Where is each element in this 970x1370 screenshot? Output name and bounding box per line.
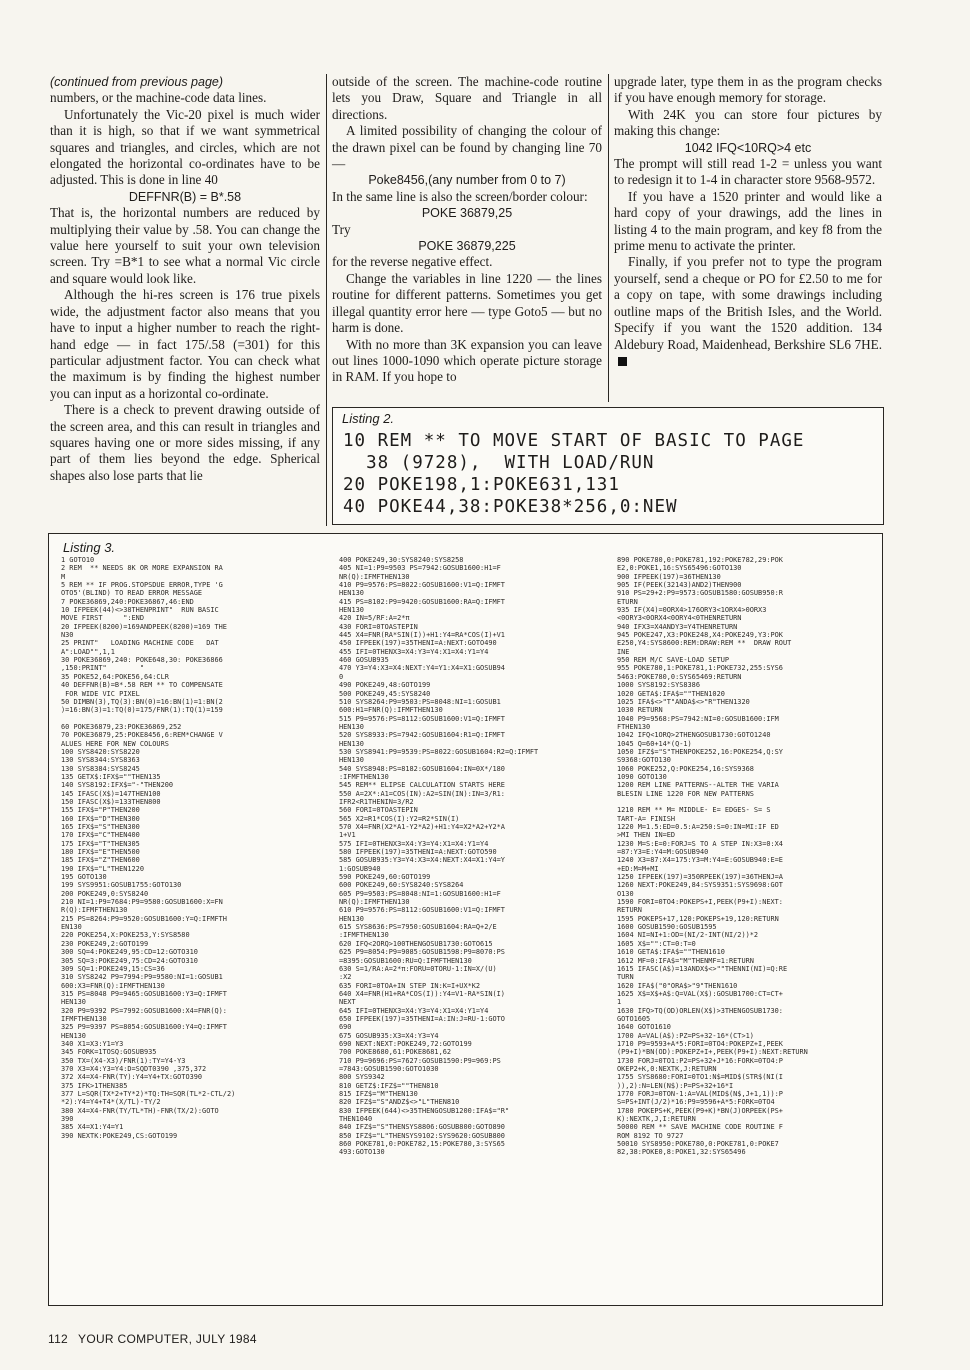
code-line: HEN130 <box>61 1031 86 1040</box>
code-line: 150 IFASC(X$)=133THEN800 <box>61 797 161 806</box>
code-line: 7 POKE36869,240:POKE36867,46:END <box>61 597 194 606</box>
code-line: 1640 GOTO1610 <box>617 1023 671 1032</box>
code-line: FOR WIDE VIC PIXEL <box>61 689 140 698</box>
code-line: 600 POKE249,60:SYS8240:SYS8264 <box>339 881 464 890</box>
code-line: 1730 FORJ=0TO1:P2=PS+32+J*16:FORK=0TO4:P <box>617 1056 783 1065</box>
code-line: NR(Q):IFMFTHEN130 <box>339 572 410 581</box>
code-line: 700 POKE8680,61:POKE8681,62 <box>339 1048 452 1057</box>
page-number: 112 <box>48 1332 69 1346</box>
code-line: 170 IFX$="C"THEN400 <box>61 831 140 840</box>
code-line: 645 IFI=0THENX3=X4:Y3=Y4:X1=X4:Y1=Y4 <box>339 1006 489 1015</box>
code-line: 690 <box>339 1023 352 1032</box>
code-line: 615 SYS8636:PS=7950:GOSUB1604:RA=Q+2/E <box>339 923 497 932</box>
listing-2-code <box>343 430 804 518</box>
code-line: TURN <box>617 973 634 982</box>
code-line: 40 DEFFNR(B)=B*.58 REM ** TO COMPENSATE <box>61 681 223 690</box>
code-line: HEN130 <box>61 998 86 1007</box>
paragraph: There is a check to prevent drawing outside of the screen area, and this can result in triangles and squares having one or more sides missing, if any part of them lies beyond the edge. Spherical shapes also lose parts that lie <box>50 402 320 483</box>
code-line: 1610 GETA$:IFA$=""THEN1610 <box>617 948 725 957</box>
code-line: 130 SYS8384:SYS8245 <box>61 764 140 773</box>
code-line: 230 POKE249,2:GOTO199 <box>61 939 149 948</box>
code-line: 470 Y3=Y4:X3=X4:NEXT:Y4=Y1:X4=X1:GOSUB94 <box>339 664 505 673</box>
code-line: 5463:POKE780,0:SYS65469:RETURN <box>617 672 742 681</box>
code-line: 199 SYS9951:GOSUB1755:GOTO130 <box>61 881 182 890</box>
paragraph: With no more than 3K expansion you can leave out lines 1000-1090 which operate picture storage in RAM. If you hope to <box>332 336 602 385</box>
code-line: )=16:BN(3)=1:TQ(0)=175/FNR(1):TQ(1)=159 <box>61 706 223 715</box>
code-line: N30 <box>61 631 74 640</box>
code-line: 1045 Q=60+14*(Q-1) <box>617 739 692 748</box>
code-line: 1200 REM LINE PATTERNS--ALTER THE VARIA <box>617 781 779 790</box>
code-line: 850 IFZ$="L"THENSYS9102:SYS9620:GOSUB800 <box>339 1131 505 1140</box>
code-line: 860 POKE781,0:POKE782,15:POKE780,3:SYS65 <box>339 1140 505 1149</box>
code-line: NR(Q):IFMFTHEN130 <box>339 898 410 907</box>
code-line: 675 GOSUB935:X3=X4:Y3=Y4 <box>339 1031 439 1040</box>
paragraph: Although the hi-res screen is 176 true pixels wide, the adjustment factor also means that you have to input a higher number to reach the right-hand edge — in fact 175/.58 (=301) for this particular adjustment factor. You can check what the maximum is by finding the highest number you can input as a horizontal co-ordinate. <box>50 287 320 401</box>
code-line: 575 IFI=0THENX3=X4:Y3=Y4:X1=X4:Y1=Y4 <box>339 839 489 848</box>
listing-3-box <box>48 533 883 1306</box>
code-line: M <box>61 572 66 581</box>
code-line: 195 GOTO130 <box>61 873 107 882</box>
code-line: 130 SYS8344:SYS8363 <box>61 756 140 765</box>
code-line: 1 GOTO10 <box>61 556 95 564</box>
code-line: 940 IFX3=X4ANDY3=Y4THENRETURN <box>617 622 738 631</box>
code-line: 220 POKE254,X:POKE253,Y:SYS8580 <box>61 931 190 940</box>
code-line: 1025 IFA$<>"T"ANDA$<>"R"THEN1320 <box>617 697 750 706</box>
code-line: 550 A=2X*:A1=COS(IN):A2=SIN(IN):IN=3/R1: <box>339 789 505 798</box>
code-line: 40 POKE44,38:POKE38*256,0:NEW <box>343 497 678 517</box>
listing-3-title: Listing 3. <box>63 540 116 555</box>
paragraph: Unfortunately the Vic-20 pixel is much wider than it is high, so that if we want symmetrical squares and triangles, and circles, which are not elongated the horizontal co-ordinates have to be adjusted. This is done in line 40 <box>50 106 320 188</box>
code-line: IFMFTHEN130 <box>61 1014 107 1023</box>
code-line: 445 X4=FNR(RA*SIN(I))+H1:Y4=RA*COS(I)+V1 <box>339 631 505 640</box>
code-line: EN130 <box>61 923 82 932</box>
code-line: 605 P9=9503:PS=8048:NI=1:GOSUB1600:H1=F <box>339 889 501 898</box>
code-line: 545 REM** ELIPSE CALCULATION STARTS HERE <box>339 781 505 790</box>
code-line: BLESIN LINE 1220 FOR NEW PATTERNS <box>617 789 754 798</box>
code-line: RETURN <box>617 906 642 915</box>
listing-3-column-2 <box>339 556 597 1301</box>
code-line: 820 IFZ$="S"ANDZ$<>"L"THEN810 <box>339 1098 460 1107</box>
code-line: 1060 POKE252,Q:POKE254,16:SYS9368 <box>617 764 754 773</box>
paragraph: Try <box>332 221 351 237</box>
code-line: 1250 IFPEEK(197)=350RPEEK(197)=36THENJ=A <box>617 873 783 882</box>
code-line: 540 SYS8948:PS=8182:GOSUB1604:IN=0X*/180 <box>339 764 505 773</box>
end-of-article-mark <box>618 357 627 366</box>
code-line: 50000 REM ** SAVE MACHINE CODE ROUTINE F <box>617 1123 783 1132</box>
code-line: +ED:M=M+MI <box>617 864 659 873</box>
code-line: 210 NI=1:P9=7684:P9=9580:GOSUB1600:X=FN <box>61 898 223 907</box>
code-line: 1780 POKEPS+K,PEEK(P9+K)*BN(J)ORPEEK(PS+ <box>617 1106 783 1115</box>
code-line: 560 FORI=0TOASTEPIN <box>339 806 418 815</box>
code-line: 1755 SYS8680:FORI=0TO1:N$=MID$(STR$(NI(I <box>617 1073 783 1082</box>
code-line: ,150:PRINT" " <box>61 664 144 673</box>
code-line: 160 IFX$="D"THEN300 <box>61 814 140 823</box>
code-line: 1220 M=1.5:ED=0.5:A=250:S=0:IN=MI:IF ED <box>617 823 779 831</box>
code-line: 300 SQ=4:POKE249,95:CD=12:GOTO310 <box>61 948 198 957</box>
code-line: 82,38:POKE0,8:POKE1,32:SYS65496 <box>617 1148 746 1157</box>
code-line: 490 POKE249,48:GOTO199 <box>339 681 431 690</box>
code-line: 185 IFX$="Z"THEN600 <box>61 856 140 865</box>
code-line: R(Q):IFMFTHEN130 <box>61 906 128 915</box>
code-line: 1 <box>617 998 622 1007</box>
page-footer <box>48 1332 257 1346</box>
code-line: <0ORY3<0ORX4<0ORY4<0THENRETURN <box>617 614 742 623</box>
listing-2-box <box>332 407 884 525</box>
paragraph: Change the variables in line 1220 — the lines routine for different patterns. Sometimes you get illegal quantity error here — type Goto5 — but no harm is done. <box>332 270 602 336</box>
code-line: 1770 FORJ=0TON-1:A=VAL(MID$(N$,J+1,1)):P <box>617 1090 783 1098</box>
code-line: )),2):N=LEN(N$):P=PS+32+16*I <box>617 1081 734 1090</box>
code-line: 650 IFPEEK(197)=35THENI=A:IN:J=RU-1:GOTO <box>339 1014 505 1023</box>
code-line: 1090 GOTO130 <box>617 772 667 781</box>
code-snippet: POKE 36879,25 <box>421 206 513 221</box>
code-line: 325 P9=9397 PS=8054:GOSUB1600:Y4=Q:IFMFT <box>61 1023 227 1032</box>
code-line: 815 IFZ$="M"THEN130 <box>339 1090 418 1098</box>
code-snippet: Poke8456,(any number from 0 to 7) <box>368 173 566 188</box>
code-line: 1620 IFA$("0"ORA$>"9"THEN1610 <box>617 981 738 990</box>
code-line: 385 X4=X1:Y4=Y1 <box>61 1123 124 1132</box>
code-line: 380 X4=X4-FNR(TY/TL*TH)-FNR(TX/2):GOTO <box>61 1106 219 1115</box>
code-line: 405 NI=1:P9=9503 PS=7942:GOSUB1600:H1=F <box>339 564 501 573</box>
code-line: 410 P9=9576:PS=8022:GOSUB1600:V1=Q:IFMFT <box>339 581 505 590</box>
code-line: :X2 <box>339 973 352 982</box>
paragraph: The prompt will still read 1-2 = unless you want to redesign it to 1-4 in character store 9568-9572. <box>614 156 882 188</box>
code-line: 1604 NI=NI+1:OD=(NI/2-INT(NI/2))*2 <box>617 931 759 940</box>
code-line: 350 TX=(X4-X3)/FNR(1):TY=Y4-Y3 <box>61 1056 186 1065</box>
code-line: S9368:GOTO130 <box>617 756 671 765</box>
code-line: :IFMFTHEN130 <box>339 772 389 781</box>
code-line <box>617 798 875 806</box>
code-line: 38 (9728), WITH LOAD/RUN <box>343 453 655 473</box>
code-line: 390 <box>61 1115 74 1124</box>
code-line: 0 <box>339 672 344 681</box>
code-line <box>61 715 319 723</box>
code-line: 500 POKE249,45:SYS8240 <box>339 689 431 698</box>
code-line: GOTO1605 <box>617 1014 651 1023</box>
code-line: HEN130 <box>339 756 364 765</box>
code-line: 345 FORK=1TOSQ:GOSUB935 <box>61 1048 157 1057</box>
code-line: 305 SQ=3:POKE249,75:CD=24:GOTO310 <box>61 956 198 965</box>
code-line: OTO5'(BLIND) TO READ ERROR MESSAGE <box>61 589 203 598</box>
code-line: 935 IF(X4)=0ORX4>176ORY3<1ORX4>0ORX3 <box>617 606 767 615</box>
code-line: =7843:GOSUB1590:GOTO1030 <box>339 1064 439 1073</box>
code-line: 375 IFK>1THEN385 <box>61 1081 128 1090</box>
code-line: 10 REM ** TO MOVE START OF BASIC TO PAGE <box>343 431 805 451</box>
code-line: 1210 REM ** M= MIDDLE- E= EDGES- S= S <box>617 806 771 815</box>
listing-3-column-1 <box>61 556 319 1301</box>
code-line: 1050 IFZ$="S"THENPOKE252,16:POKE254,Q:SY <box>617 747 783 756</box>
code-line: 640 X4=FNR(H1+RA*COS(I)):Y4=V1-RA*SIN(I) <box>339 989 505 998</box>
article-column-2 <box>332 74 602 386</box>
code-line: 25 PRINT" LOADING MACHINE CODE DAT <box>61 639 219 648</box>
code-line: 1595 POKEPS+17,120:POKEPS+19,120:RETURN <box>617 914 779 923</box>
code-line: 1625 X$=X$+A$:Q=VAL(X$):GOSUB1700:CT=CT+ <box>617 989 783 998</box>
code-line: 630 S=1/RA:A=2*π:FORU=0TORU-1:IN=X/(U) <box>339 964 497 973</box>
code-line: 710 P9=9696:PS=7627:GOSUB1590:P9=969:PS <box>339 1056 501 1065</box>
code-line: E250,Y4:SYS8600:REM:DRAW:REM ** DRAW ROUT <box>617 639 792 648</box>
code-line: 10 IFPEEK(44)<>38THENPRINT" RUN BASIC <box>61 606 219 615</box>
code-line: 1700 A=VAL(A$):PZ=PS+32-16*(CT>1) <box>617 1031 754 1040</box>
code-line: 430 FORI=0TOASTEPIN <box>339 622 418 631</box>
code-line: 590 POKE249,60:GOTO199 <box>339 873 431 882</box>
code-line: TART-A= FINISH <box>617 814 676 823</box>
paragraph: outside of the screen. The machine-code routine lets you Draw, Square and Triangle in all directions. <box>332 74 602 122</box>
code-line: ALUES HERE FOR NEW COLOURS <box>61 739 169 748</box>
code-snippet: POKE 36879,225 <box>418 239 516 254</box>
code-line: 1000 SYS8192:SYS8386 <box>617 681 700 690</box>
code-line: 585 GOSUB935:Y3=Y4:X3=X4:NEXT:X4=X1:Y4=Y <box>339 856 505 865</box>
code-line: 165 IFX$="S"THEN300 <box>61 823 140 831</box>
code-line: 580 IFPEEK(197)=35THENI=A:NEXT:GOTO590 <box>339 848 497 857</box>
code-line: 20 IFPEEK(8200)=169ANDPEEK(8200)=169 THE <box>61 622 227 631</box>
code-line: K):NEXTK,J,I:RETURN <box>617 1115 696 1124</box>
article-column-1 <box>50 74 320 484</box>
code-line: 1:GOSUB940 <box>339 864 381 873</box>
code-line: 420 IN=5/RF:A=2*π <box>339 614 410 623</box>
code-line: :IFMFTHEN130 <box>339 931 389 940</box>
code-snippet: 1042 IFQ<10RQ>4 etc <box>684 140 812 155</box>
continued-note: (continued from previous page) <box>50 75 224 89</box>
paragraph: That is, the horizontal numbers are reduced by multiplying their value by .58. You can change the value here yourself to suit your own television screen. Try =B*1 to see what a normal Vic circle and square would look like. <box>50 205 320 286</box>
code-line: 1240 X3=87:X4=175:Y3=M:Y4=E:GOSUB940:E=E <box>617 856 783 865</box>
code-line: 530 SYS8941:P9=9539:PS=8022:GOSUB1604:R2=Q:IFMFT <box>339 747 539 756</box>
paragraph: upgrade later, type them in as the program checks if you have enough memory for storage. <box>614 74 882 106</box>
code-line: 20 POKE198,1:POKE631,131 <box>343 475 620 495</box>
code-line: 190 IFX$="L"THEN1220 <box>61 864 144 873</box>
code-line: 810 GETZ$:IFZ$=""THEN810 <box>339 1081 439 1090</box>
article-column-3 <box>614 74 882 369</box>
code-line: 1612 MF=0:IFA$="M"THENMF=1:RETURN <box>617 956 754 965</box>
code-line: 1030 RETURN <box>617 706 663 715</box>
code-line: 625 P9=8054:P9=9085:GOSUB1598:P9=8070:PS <box>339 948 505 957</box>
code-line: 310 SYS8242 P9=7994:P9=9580:NI=1:GOSUB1 <box>61 973 223 982</box>
code-line: MOVE FIRST ":END <box>61 614 144 623</box>
paragraph-text: Finally, if you prefer not to type the program yourself, send a cheque or PO for £2.50 to me for a copy on tape, with some drawings including outline maps of the British Isles, and the World. Specify if you want the 1520 addition. 134 Aldebury Road, Maidenhead, Berkshire SL6 7HE. <box>614 254 882 352</box>
code-line: *2):Y4=Y4+T4*(X/TL)-TY/2 <box>61 1098 161 1107</box>
code-line: 390 NEXTK:POKE249,CS:GOTO199 <box>61 1131 178 1140</box>
code-line: 830 IFPEEK(644)<>35THENGOSUB1200:IFA$="R" <box>339 1106 510 1115</box>
code-line: 515 P9=9576:PS=8112:GOSUB1600:V1=Q:IFMFT <box>339 714 505 723</box>
code-line: 60 POKE36879,23:POKE36869,252 <box>61 722 182 731</box>
code-line: 450 IFPEEK(197)=35THENI=A:NEXT:GOTO490 <box>339 639 497 648</box>
code-line: 600:H1=FNR(Q):IFMFTHEN130 <box>339 706 443 715</box>
code-line: 100 SYS8420:SYS8220 <box>61 747 140 756</box>
column-divider <box>608 74 609 402</box>
code-line: 315 PS=8048 P9=9465:GOSUB1600:Y3=Q:IFMFT <box>61 989 227 998</box>
code-line: 950 REM M/C SAVE-LOAD SETUP <box>617 656 730 665</box>
code-line: 400 POKE249,30:SYS8240:SYS8258 <box>339 556 464 564</box>
paragraph: numbers, or the machine-code data lines. <box>50 90 267 106</box>
column-divider <box>326 74 327 526</box>
code-line: (P9+I)*BN(OD):POKEPZ+I+,PEEK(P9+I):NEXT:RETURN <box>617 1048 808 1057</box>
paragraph: In the same line is also the screen/border colour: <box>332 188 588 204</box>
code-line: HEN130 <box>339 914 364 923</box>
code-line: =87:Y3=E:Y4=M:GOSUB940 <box>617 848 709 857</box>
code-line: 1615 IFASC(A$)=13ANDX$<>""THENNI(NI)=Q:RE <box>617 964 788 973</box>
code-line: >MI THEN IN=ED <box>617 831 676 840</box>
code-line: 70 POKE36879,25:POKE8456,6:REM*CHANGE V <box>61 731 223 740</box>
code-line: 840 IFZ$="S"THENSYS8806:GOSUB800:GOTO890 <box>339 1123 505 1132</box>
code-line: 455 IFI=0THENX3=X4:Y3=Y4:X1=X4:Y1=Y4 <box>339 647 489 656</box>
code-line: O130 <box>617 889 634 898</box>
code-line: 510 SYS8264:P9=9503:PS=8048:NI=1:GOSUB1 <box>339 697 501 706</box>
code-line: 460 GOSUB935 <box>339 656 389 665</box>
code-line: 340 X1=X3:Y1=Y3 <box>61 1039 124 1048</box>
code-line: THEN1040 <box>339 1115 373 1124</box>
code-line: IFR2<R1THENIN=3/R2 <box>339 797 414 806</box>
code-line: 1042 IFQ<1ORQ>2THENGOSUB1730:GOTO1240 <box>617 731 771 740</box>
code-line: 320 P9=9392 PS=7992:GOSUB1600:X4=FNR(Q): <box>61 1006 227 1015</box>
code-line: 900 IFPEEK(197)=36THEN130 <box>617 572 721 581</box>
code-line: 1+V1 <box>339 831 356 840</box>
code-line: 1605 X$="":CT=0:T=0 <box>617 939 696 948</box>
code-line: INE <box>617 647 630 656</box>
code-line: 635 FORI=0TOA+IN STEP IN:K=I+UX*K2 <box>339 981 481 990</box>
code-line: 5 REM ** IF PROG.STOPSDUE ERROR,TYPE 'G <box>61 581 223 590</box>
code-line: HEN130 <box>339 606 364 615</box>
code-line: =8395:GOSUB1600:RU=Q:IFMFTHEN130 <box>339 956 472 965</box>
code-line: 570 X4=FNR(X2*A1-Y2*A2)+H1:Y4=X2*A2+Y2*A <box>339 823 505 831</box>
paragraph: A limited possibility of changing the colour of the drawn pixel can be found by changing line 70 — <box>332 123 602 172</box>
code-line: 180 IFX$="E"THEN500 <box>61 848 140 857</box>
code-line: 50010 SYS8950:POKE780,0:POKE781,0:POKE7 <box>617 1140 779 1149</box>
code-line: 309 SQ=1:POKE249,15:CS=36 <box>61 964 165 973</box>
code-line: 30 POKE36869,240: POKE648,30: POKE36866 <box>61 656 223 665</box>
code-line: E2,0:POKE1,16:SYS65496:GOTO130 <box>617 564 742 573</box>
code-line: HEN130 <box>339 739 364 748</box>
paragraph: With 24K you can store four pictures by making this change: <box>614 106 882 139</box>
code-line: 1040 P9=9568:PS=7942:NI=0:GOSUB1600:IFM <box>617 714 779 723</box>
code-line: 1260 NEXT:POKE249,84:SYS9351:SYS9698:GOT <box>617 881 783 890</box>
paragraph: If you have a 1520 printer and would like a hard copy of your drawings, add the lines in listing 4 to the main program, and key f8 from the prime menu to activate the printer. <box>614 188 882 254</box>
listing-2-title: Listing 2. <box>342 411 395 426</box>
paragraph <box>614 254 882 369</box>
code-line: 1230 M=S:E=0:FORJ=S TO A STEP IN:X3=0:X4 <box>617 839 783 848</box>
code-line: 1020 GETA$:IFA$=""THEN1020 <box>617 689 725 698</box>
code-line: ETURN <box>617 597 638 606</box>
code-line: 690 NEXT:NEXT:POKE249,72:GOTO199 <box>339 1039 472 1048</box>
code-line: 565 X2=R1*COS(I):Y2=R2*SIN(I) <box>339 814 460 823</box>
code-line: FTHEN130 <box>617 722 651 731</box>
code-line: 215 PS=8264:P9=9520:GOSUB1600:Y=Q:IFMFTH <box>61 914 227 923</box>
code-line: 145 IFASC(X$)=147THEN100 <box>61 789 161 798</box>
code-line: 910 PS=29+2:P9=9573:GOSUB1580:GOSUB950:R <box>617 589 783 598</box>
code-line: 945 POKE247,X3:POKE248,X4:POKE249,Y3:POK <box>617 631 783 640</box>
code-line: 800 SYS9342 <box>339 1073 385 1082</box>
code-line: 2 REM ** NEEDS 8K OR MORE EXPANSION RA <box>61 564 223 573</box>
code-line: 370 X3=X4:Y3=Y4:D=SQDT0390 ,375,372 <box>61 1064 207 1073</box>
code-line: 175 IFX$="T"THEN305 <box>61 839 140 848</box>
code-line: HEN130 <box>339 589 364 598</box>
code-line: 1710 P9=9593+A*5:FORI=0TO4:POKEPZ+I,PEEK <box>617 1039 783 1048</box>
paragraph: for the reverse negative effect. <box>332 254 493 270</box>
code-line: NEXT <box>339 998 356 1007</box>
code-line: 35 POKE52,64:POKE56,64:CLR <box>61 672 169 681</box>
code-line: 955 POKE780,1:POKE781,1:POKE732,255:SYS6 <box>617 664 783 673</box>
code-line: ROM 8192 TO 9727 <box>617 1131 684 1140</box>
code-line: 493:GOTO130 <box>339 1148 385 1157</box>
code-line: 372 X4=X4-FNR(TY):Y4=Y4+TX:GOTO390 <box>61 1073 203 1082</box>
code-line: 200 POKE249,0:SYS8240 <box>61 889 149 898</box>
code-line: 50 DIMBN(3),TQ(3):BN(0)=16:BN(1)=1:BN(2 <box>61 697 223 706</box>
code-snippet: DEFFNR(B) = B*.58 <box>128 189 242 204</box>
code-line: 377 L=SQR(TX*2+TY*2)*TQ:TH=SQR(TL*2-CTL/2) <box>61 1090 236 1098</box>
code-line: 520 SYS8933:PS=7942:GOSUB1604:R1=Q:IFMFT <box>339 731 505 740</box>
code-line: 610 P9=9576:PS=8112:GOSUB1600:V1=Q:IFMFT <box>339 906 505 915</box>
code-line: 905 IF(PEEK(32143)AND2)THEN900 <box>617 581 742 590</box>
code-line: 620 IFQ<2ORQ>100THENGOSUB1730:GOTO615 <box>339 939 493 948</box>
code-line: 415 PS=8102:P9=9420:GOSUB1600:RA=Q:IFMFT <box>339 597 505 606</box>
code-line: 1600 GOSUB1590:GOSUB1595 <box>617 923 717 932</box>
listing-3-column-3 <box>617 556 875 1301</box>
code-line: HEN130 <box>339 722 364 731</box>
code-line: A":LOAD"",1,1 <box>61 647 115 656</box>
code-line: 890 POKE780,0:POKE781,192:POKE782,29:POK <box>617 556 783 564</box>
code-line: S=PS+INT(J/2)*16:P9=9596+A*5:FORK=0TO4 <box>617 1098 775 1107</box>
magazine-issue: YOUR COMPUTER, JULY 1984 <box>78 1332 257 1346</box>
code-line: 140 SYS8192:IFX$="-"THEN200 <box>61 781 174 790</box>
code-line: 1630 IFQ>TQ(OD)ORLEN(X$)>3THENGOSUB1730: <box>617 1006 783 1015</box>
code-line: 155 IFX$="P"THEN200 <box>61 806 140 815</box>
code-line: 1590 FORI=0TO4:POKEPS+I,PEEK(P9+I):NEXT: <box>617 898 783 907</box>
code-line: 135 GETX$:IFX$=""THEN135 <box>61 772 161 781</box>
code-line: OKEP2+K,0:NEXTK,J:RETURN <box>617 1064 717 1073</box>
code-line: 600:X3=FNR(Q):IFMFTHEN130 <box>61 981 165 990</box>
